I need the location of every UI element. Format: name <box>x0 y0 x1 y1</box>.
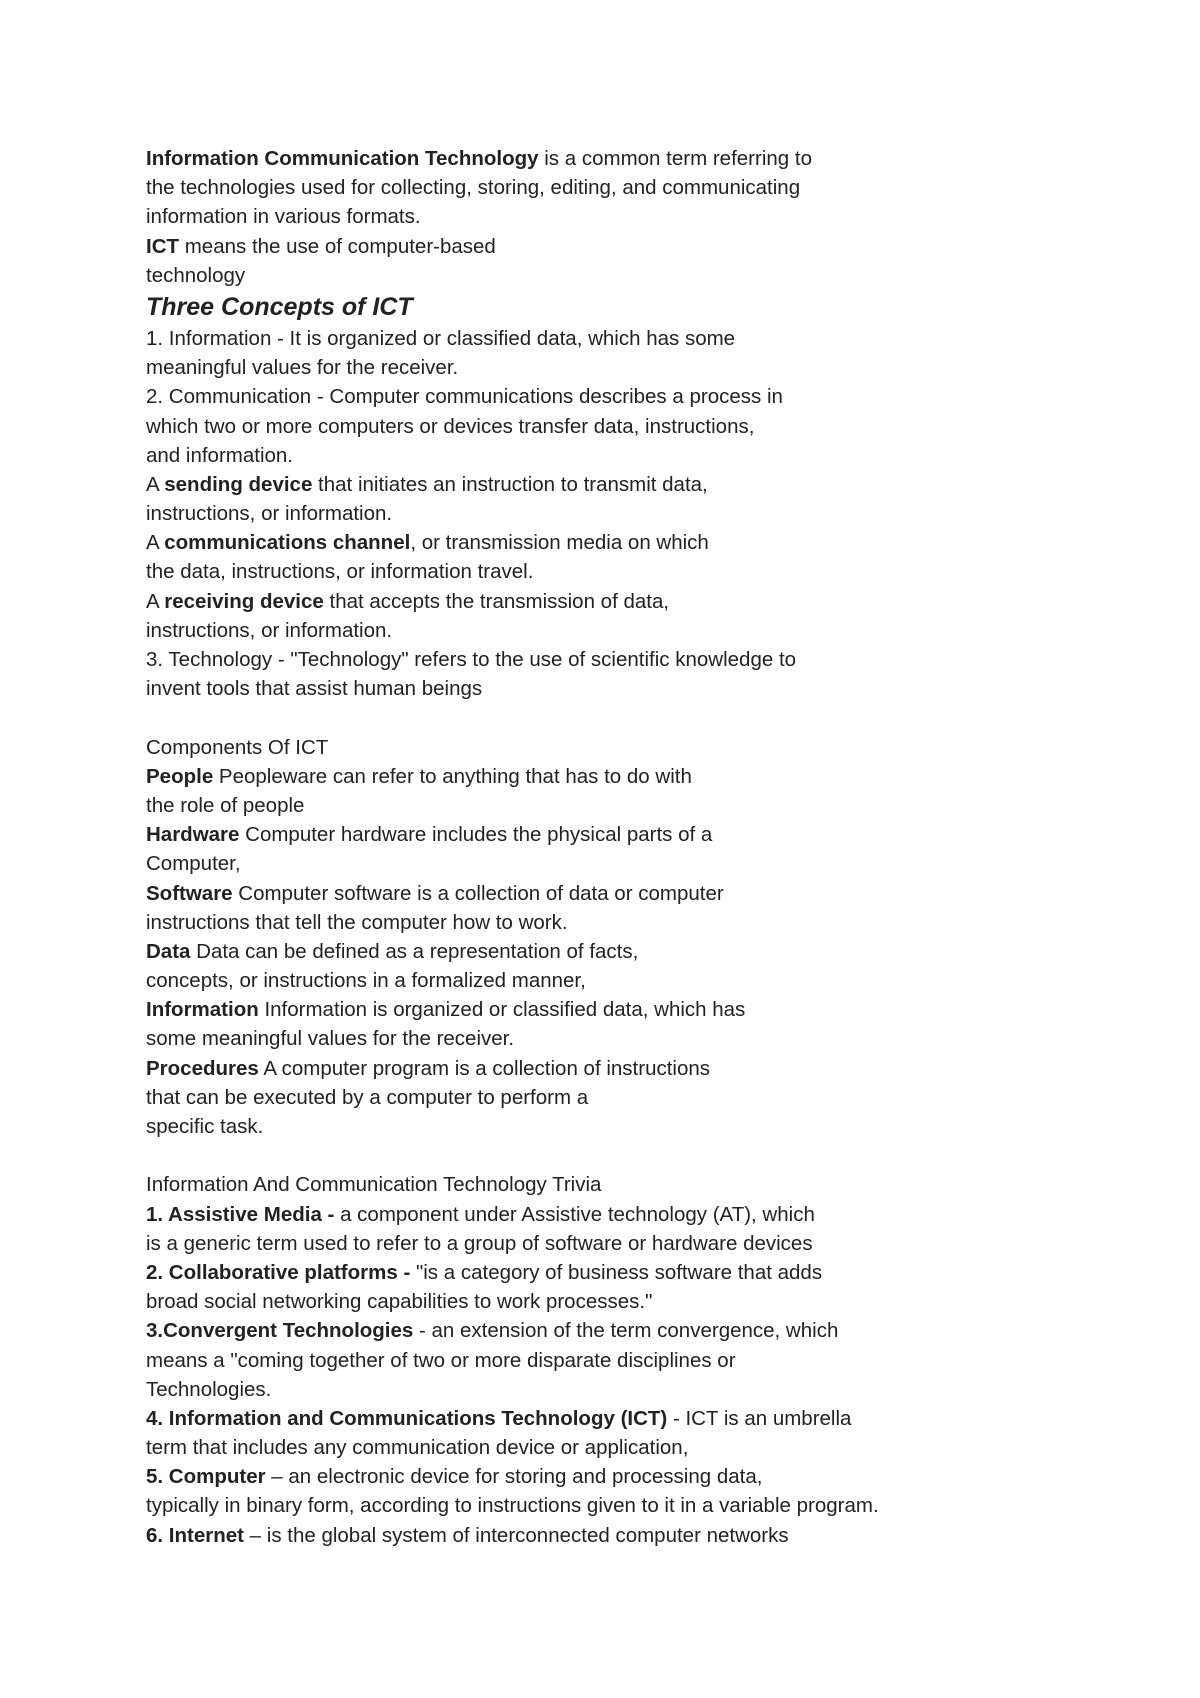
term-bold: People <box>146 764 214 788</box>
concept-line: 1. Information - It is organized or classified data, which has some <box>146 326 736 350</box>
trivia-line: broad social networking capabilities to work processes." <box>146 1290 653 1314</box>
trivia-line <box>146 1258 1146 1287</box>
concept-line: invent tools that assist human beings <box>146 677 483 701</box>
component-line: concepts, or instructions in a formalized manner, <box>146 969 586 993</box>
term-bold: Procedures <box>146 1056 259 1080</box>
trivia-line <box>146 1404 1146 1433</box>
section-title: Three Concepts of ICT <box>146 292 413 321</box>
component-text: Data can be defined as a representation of facts, <box>190 939 639 963</box>
term-bold: ICT <box>146 234 180 258</box>
component-line <box>146 820 1146 849</box>
blank-line <box>146 703 1146 732</box>
concept-line: and information. <box>146 443 294 467</box>
component-text: Computer hardware includes the physical parts of a <box>239 823 713 847</box>
term-bold: 3.Convergent Technologies <box>146 1319 414 1343</box>
trivia-line: means a "coming together of two or more disparate disciplines or <box>146 1348 736 1372</box>
intro-line: technology <box>146 263 246 287</box>
concept-line: the data, instructions, or information travel. <box>146 560 534 584</box>
component-line: some meaningful values for the receiver. <box>146 1027 515 1051</box>
component-line: specific task. <box>146 1115 264 1138</box>
term-bold: 5. Computer <box>146 1465 266 1489</box>
section-heading: Components Of ICT <box>146 735 329 759</box>
component-line: the role of people <box>146 793 305 817</box>
concept-line <box>146 470 1146 499</box>
concept-line: 2. Communication - Computer communications describes a process in <box>146 385 783 409</box>
trivia-text: "is a category of business software that adds <box>410 1260 823 1284</box>
section-heading: Information And Communication Technology Trivia <box>146 1173 602 1197</box>
concept-line: 3. Technology - "Technology" refers to the use of scientific knowledge to <box>146 648 797 671</box>
trivia-line: Technologies. <box>146 1377 272 1401</box>
component-text: Peopleware can refer to anything that has to do with <box>213 764 692 788</box>
concept-text: that accepts the transmission of data, <box>323 589 670 613</box>
concept-line: instructions, or information. <box>146 502 393 526</box>
concept-text: A <box>146 589 165 613</box>
term-bold: 2. Collaborative platforms - <box>146 1260 411 1284</box>
concept-text: that initiates an instruction to transmit data, <box>312 472 708 496</box>
intro-line: the technologies used for collecting, storing, editing, and communicating <box>146 176 801 200</box>
intro-text: means the use of computer-based <box>179 234 496 258</box>
component-text: Computer software is a collection of data or computer <box>232 881 724 905</box>
trivia-text: - ICT is an umbrella <box>667 1406 852 1430</box>
trivia-line <box>146 1462 1146 1491</box>
concept-text: A <box>146 531 165 555</box>
trivia-text: – is the global system of interconnected computer networks <box>243 1523 789 1547</box>
concept-line: meaningful values for the receiver. <box>146 356 459 380</box>
term-bold: Information <box>146 998 259 1022</box>
trivia-line: typically in binary form, according to instructions given to it in a variable program. <box>146 1494 879 1518</box>
component-text: A computer program is a collection of instructions <box>258 1056 711 1080</box>
component-line <box>146 1054 1146 1083</box>
term-bold: receiving device <box>164 589 324 613</box>
trivia-line: term that includes any communication device or application, <box>146 1436 689 1460</box>
document-body <box>146 144 1146 1550</box>
term-bold: 6. Internet <box>146 1523 244 1547</box>
intro-line <box>146 144 1146 173</box>
component-line <box>146 937 1146 966</box>
component-line: that can be executed by a computer to perform a <box>146 1085 589 1109</box>
component-line: instructions that tell the computer how to work. <box>146 910 568 934</box>
trivia-line <box>146 1316 1146 1345</box>
intro-text: is a common term referring to <box>538 147 812 170</box>
term-bold: 4. Information and Communications Technology (ICT) <box>146 1406 668 1430</box>
term-bold: communications channel <box>164 531 411 555</box>
component-line <box>146 995 1146 1024</box>
intro-line: information in various formats. <box>146 205 421 229</box>
term-bold: Software <box>146 881 233 905</box>
term-bold: Information Communication Technology <box>146 147 539 170</box>
trivia-line <box>146 1521 1146 1550</box>
trivia-line: is a generic term used to refer to a group of software or hardware devices <box>146 1231 813 1255</box>
term-bold: 1. Assistive Media - <box>146 1202 335 1226</box>
concept-line: which two or more computers or devices transfer data, instructions, <box>146 414 755 438</box>
concept-line <box>146 587 1146 616</box>
component-line <box>146 762 1146 791</box>
term-bold: Data <box>146 939 191 963</box>
blank-line <box>146 1141 1146 1170</box>
trivia-text: a component under Assistive technology (AT), which <box>334 1202 815 1226</box>
concept-text: , or transmission media on which <box>410 531 709 555</box>
concept-text: A <box>146 472 165 496</box>
concept-line: instructions, or information. <box>146 618 393 642</box>
component-line: Computer, <box>146 852 241 876</box>
trivia-text: – an electronic device for storing and processing data, <box>265 1465 763 1489</box>
concept-line <box>146 528 1146 557</box>
component-text: Information is organized or classified data, which has <box>258 998 746 1022</box>
term-bold: Hardware <box>146 823 240 847</box>
intro-line <box>146 232 1146 261</box>
component-line <box>146 879 1146 908</box>
trivia-line <box>146 1200 1146 1229</box>
trivia-text: - an extension of the term convergence, which <box>413 1319 839 1343</box>
term-bold: sending device <box>164 472 313 496</box>
